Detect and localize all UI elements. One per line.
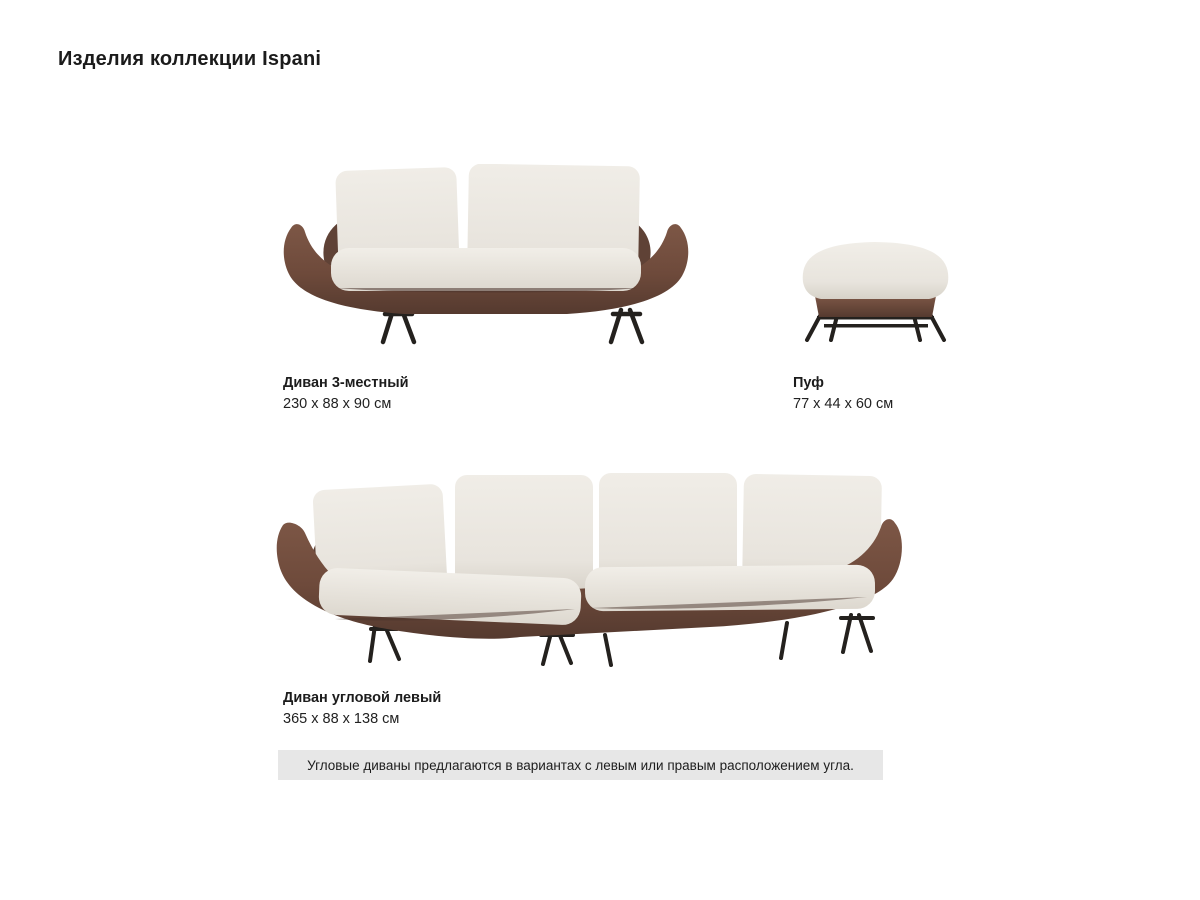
pouf-cushion [803,242,949,299]
sofa-3-seat-label [283,373,409,415]
pouf-label [793,373,893,415]
pouf-illustration [793,236,958,342]
corner-back-cushion-2 [455,475,593,589]
sofa-corner-left-label [283,688,441,730]
sofa-corner-left-image [275,467,925,672]
sofa-3-seat-image [281,164,693,346]
corner-sofa-note-bar [278,750,883,780]
sofa-seat-cushion [331,248,641,291]
product-dimensions: 365 x 88 x 138 см [283,711,400,727]
product-name: Диван 3-местный [283,375,409,391]
page-title: Изделия коллекции Ispani [58,48,322,70]
sofa-3-seat-illustration [281,164,693,346]
pouf-frame-rail-bottom [824,324,928,328]
corner-sofa-note-text: Угловые диваны предлагаются в вариантах с левым или правым расположением угла. [307,757,854,773]
product-name: Пуф [793,375,824,391]
pouf-image [793,236,958,342]
product-dimensions: 230 x 88 x 90 см [283,396,392,412]
sofa-legs [383,310,642,342]
product-dimensions: 77 x 44 x 60 см [793,396,894,412]
pouf-leather-base [815,296,936,317]
sofa-corner-left-illustration [275,467,925,672]
product-name: Диван угловой левый [283,690,442,706]
